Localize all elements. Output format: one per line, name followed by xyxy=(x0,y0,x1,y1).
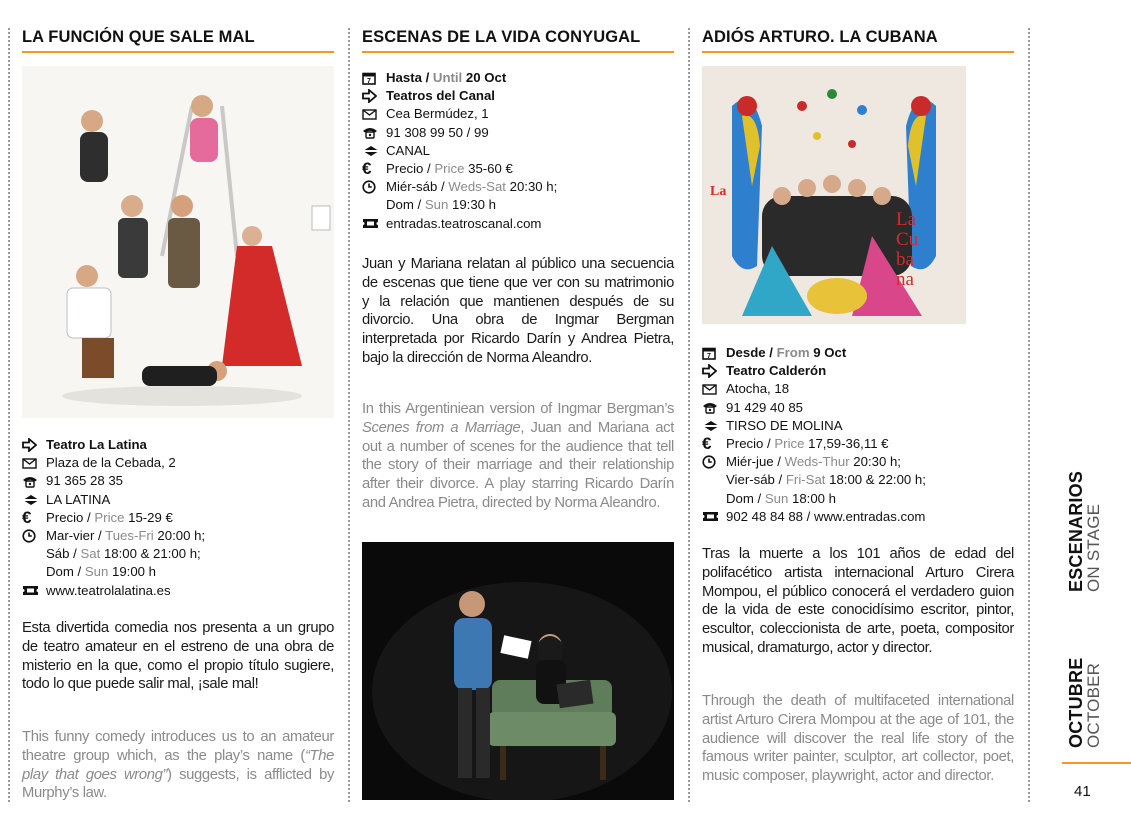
phone-row xyxy=(702,399,1014,417)
address: Cea Bermúdez, 1 xyxy=(386,106,489,122)
metro-icon xyxy=(22,491,46,509)
metro-station: CANAL xyxy=(386,142,430,158)
price-value: 35-60 € xyxy=(468,161,513,177)
description-en-part1: In this Argentiniean version of Ingmar Bergman’s xyxy=(362,401,674,417)
poster-title-right xyxy=(896,210,918,290)
address-row xyxy=(22,454,334,472)
description-en: Through the death of multifaceted international artist Arturo Cirera Mompou at the age of 101, the audience will discover the real life story of the famous writer painter, sculptor, art collector, poet, music composer, playwright, actor and director. xyxy=(702,693,1014,785)
month-label-es: OCTUBRE xyxy=(1066,657,1086,748)
phone-icon xyxy=(22,472,46,490)
address-row xyxy=(702,380,1014,398)
sched-days-en: Weds-Sat xyxy=(448,179,506,195)
listing-escenas xyxy=(362,28,674,53)
metro-icon xyxy=(702,417,726,435)
info-block-adios-arturo xyxy=(702,344,1014,526)
dates-row: 7 Desde / From 9 Oct xyxy=(702,344,1014,362)
divider-left xyxy=(8,28,10,802)
calendar-icon xyxy=(362,69,386,87)
sched-time: 19:00 h xyxy=(111,564,156,580)
website-link[interactable]: 902 48 84 88 / www.entradas.com xyxy=(726,508,926,524)
poster-title xyxy=(710,184,726,200)
schedule-row-1: Miér-jue / Weds-Thur 20:30 h; xyxy=(702,453,1014,471)
website-link[interactable]: entradas.teatroscanal.com xyxy=(386,215,542,231)
sched-days-es: Dom xyxy=(726,490,754,506)
sched-days-en: Sun xyxy=(84,564,109,580)
ticket-icon xyxy=(22,582,46,600)
stage-photo xyxy=(362,542,674,800)
sched-days-en: Sat xyxy=(80,546,101,562)
euro-icon: € xyxy=(362,158,372,178)
schedule-row-3: Dom / Sun 18:00 h xyxy=(726,490,836,506)
description-es: Esta divertida comedia nos presenta a un grupo de teatro amateur en el estreno de una obra de misterio en la que, como el propio título sugiere, todo lo que puede salir mal, ¡sale mal! xyxy=(22,620,334,693)
page-number: 41 xyxy=(1074,783,1091,800)
price-row: € Precio / Price 35-60 € xyxy=(362,158,513,178)
description-en-part1: This funny comedy introduces us to an amateur theatre group which, as the play’s name ( xyxy=(22,729,334,764)
listing-title: LA FUNCIÓN QUE SALE MAL xyxy=(22,28,334,53)
ticket-icon xyxy=(702,508,726,526)
sched-days-en: Sun xyxy=(424,197,449,213)
metro-icon xyxy=(362,142,386,160)
phone-row xyxy=(362,124,674,142)
listing-title: ADIÓS ARTURO. LA CUBANA xyxy=(702,28,1014,53)
info-block-la-funcion xyxy=(22,436,334,600)
month-label xyxy=(1068,658,1102,748)
from-label-en: From xyxy=(776,345,810,360)
price-label-en: Price xyxy=(94,509,125,525)
envelope-icon xyxy=(362,105,386,123)
sched-days-es: Miér-jue xyxy=(726,454,774,470)
metro-station: TIRSO DE MOLINA xyxy=(726,417,843,433)
arrow-icon xyxy=(362,87,386,105)
envelope-icon xyxy=(702,380,726,398)
web-row xyxy=(22,582,334,600)
venue-row xyxy=(702,362,1014,380)
description-en-title: “The play that goes wrong” xyxy=(22,747,334,783)
web-row xyxy=(362,215,674,233)
description-en xyxy=(362,400,674,513)
divider-right xyxy=(1028,28,1030,802)
price-value: 17,59-36,11 € xyxy=(808,436,889,452)
schedule-row-3: Dom / Sun 19:00 h xyxy=(46,564,156,580)
sched-days-es: Miér-sáb xyxy=(386,179,438,195)
sched-days-es: Vier-sáb xyxy=(726,472,775,488)
sched-days-es: Mar-vier xyxy=(46,528,95,544)
poster-text-line: ba xyxy=(896,249,914,270)
price-value: 15-29 € xyxy=(128,509,173,525)
web-row xyxy=(702,508,1014,526)
price-label-es: Precio xyxy=(386,161,424,177)
arrow-icon xyxy=(22,436,46,454)
venue-name: Teatros del Canal xyxy=(386,88,495,104)
until-label-es: Hasta xyxy=(386,70,422,85)
metro-row xyxy=(362,142,674,160)
poster-illustration xyxy=(702,66,966,324)
sched-days-en: Weds-Thur xyxy=(784,454,850,470)
envelope-icon xyxy=(22,454,46,472)
cast-illustration xyxy=(22,66,334,418)
metro-row xyxy=(702,417,1014,435)
arrow-icon xyxy=(702,362,726,380)
description-en-part2: , Juan and Mariana act out a number of scenes for the audience that tell the story of their marriage and their relationship after their divorce. A play starring Ricardo Darín and Andrea Pietra, directed by Norma Aleandro. xyxy=(362,419,674,511)
price-label-es: Precio xyxy=(726,436,764,452)
poster-text-line: La xyxy=(710,184,727,199)
calendar-icon xyxy=(702,344,726,362)
euro-icon: € xyxy=(702,433,712,453)
phone-icon xyxy=(362,124,386,142)
clock-icon xyxy=(362,178,386,196)
phone-icon xyxy=(702,399,726,417)
info-block-escenas xyxy=(362,69,674,233)
address-row xyxy=(362,105,674,123)
sched-days-es: Dom xyxy=(46,564,74,580)
stage-illustration xyxy=(362,542,674,800)
schedule-row-2: Sáb / Sat 18:00 & 21:00 h; xyxy=(46,546,201,562)
sched-time: 18:00 h xyxy=(791,490,836,506)
schedule-row-2: Dom / Sun 19:30 h xyxy=(386,197,496,213)
price-label-en: Price xyxy=(774,436,805,452)
accent-rule xyxy=(1062,762,1131,764)
listing-adios-arturo xyxy=(702,28,1014,53)
month-label-en: OCTOBER xyxy=(1084,662,1103,748)
sched-time: 20:00 h; xyxy=(157,528,206,544)
euro-icon: € xyxy=(22,507,32,527)
address: Atocha, 18 xyxy=(726,381,790,397)
poster-text-line: La xyxy=(896,209,917,230)
phone: 91 365 28 35 xyxy=(46,473,124,489)
description-es: Juan y Mariana relatan al público una secuencia de escenas que tiene que ver con su matrimonio y la relación que mantienen después de su divorcio. Una obra de Ingmar Bergman interpretada por Ricardo Darín y Andrea Pietra, bajo la dirección de Norma Aleandro. xyxy=(362,256,674,366)
venue-name: Teatro La Latina xyxy=(46,437,147,452)
price-label-en: Price xyxy=(434,161,465,177)
phone: 91 308 99 50 / 99 xyxy=(386,124,489,140)
svg-text:7: 7 xyxy=(367,78,371,85)
sched-days-es: Dom xyxy=(386,197,414,213)
dates-row: 7 Hasta / Until 20 Oct xyxy=(362,69,674,87)
schedule-row-2: Vier-sáb / Fri-Sat 18:00 & 22:00 h; xyxy=(726,472,926,488)
description-es: Tras la muerte a los 101 años de edad del polifacético artista internacional Arturo Cirera Mompou, el público conocerá el verdadero guion de la vida de este conocidísimo escritor, pintor, escultor, coleccionista de arte, poeta, compositor musical, dramaturgo, actor y director. xyxy=(702,546,1014,656)
section-label xyxy=(1068,471,1102,592)
clock-icon xyxy=(702,453,726,471)
from-label-es: Desde xyxy=(726,345,766,360)
price-row: € Precio / Price 15-29 € xyxy=(22,507,173,527)
description-en xyxy=(22,728,334,803)
divider-2 xyxy=(688,28,690,802)
description-en-title: Scenes from a Marriage xyxy=(362,419,521,436)
sched-time: 20:30 h; xyxy=(853,454,901,470)
svg-text:7: 7 xyxy=(707,353,711,360)
venue-row xyxy=(22,436,334,454)
sched-days-en: Sun xyxy=(764,490,789,506)
divider-1 xyxy=(348,28,350,802)
schedule-row-1: Miér-sáb / Weds-Sat 20:30 h; xyxy=(362,178,674,196)
address: Plaza de la Cebada, 2 xyxy=(46,455,176,471)
website-link[interactable]: www.teatrolalatina.es xyxy=(46,582,171,598)
venue-row xyxy=(362,87,674,105)
section-label-es: ESCENARIOS xyxy=(1066,470,1086,592)
sched-time: 18:00 & 22:00 h; xyxy=(829,472,926,488)
sched-days-en: Fri-Sat xyxy=(785,472,826,488)
phone: 91 429 40 85 xyxy=(726,399,804,415)
cast-photo xyxy=(22,66,334,418)
price-row: € Precio / Price 17,59-36,11 € xyxy=(702,433,889,453)
sched-days-es: Sáb xyxy=(46,546,70,562)
listing-la-funcion xyxy=(22,28,334,53)
phone-row xyxy=(22,472,334,490)
poster-photo xyxy=(702,66,966,324)
poster-text-line: na xyxy=(896,269,914,290)
sched-time: 20:30 h; xyxy=(509,179,558,195)
sched-days-en: Tues-Fri xyxy=(105,528,154,544)
from-date: 9 Oct xyxy=(813,345,847,360)
metro-station: LA LATINA xyxy=(46,491,111,507)
section-label-en: ON STAGE xyxy=(1084,503,1103,592)
price-label-es: Precio xyxy=(46,509,84,525)
listing-title: ESCENAS DE LA VIDA CONYUGAL xyxy=(362,28,674,53)
until-date: 20 Oct xyxy=(465,70,507,85)
description-en-part2: ) suggests, is afflicted by Murphy’s law. xyxy=(22,766,334,802)
poster-text-line: Cu xyxy=(896,229,919,250)
clock-icon xyxy=(22,527,46,545)
sched-time: 18:00 & 21:00 h; xyxy=(103,546,201,562)
sched-time: 19:30 h xyxy=(451,197,496,213)
venue-name: Teatro Calderón xyxy=(726,363,827,379)
ticket-icon xyxy=(362,215,386,233)
metro-row xyxy=(22,491,334,509)
schedule-row-1: Mar-vier / Tues-Fri 20:00 h; xyxy=(22,527,334,545)
until-label-en: Until xyxy=(432,70,463,85)
